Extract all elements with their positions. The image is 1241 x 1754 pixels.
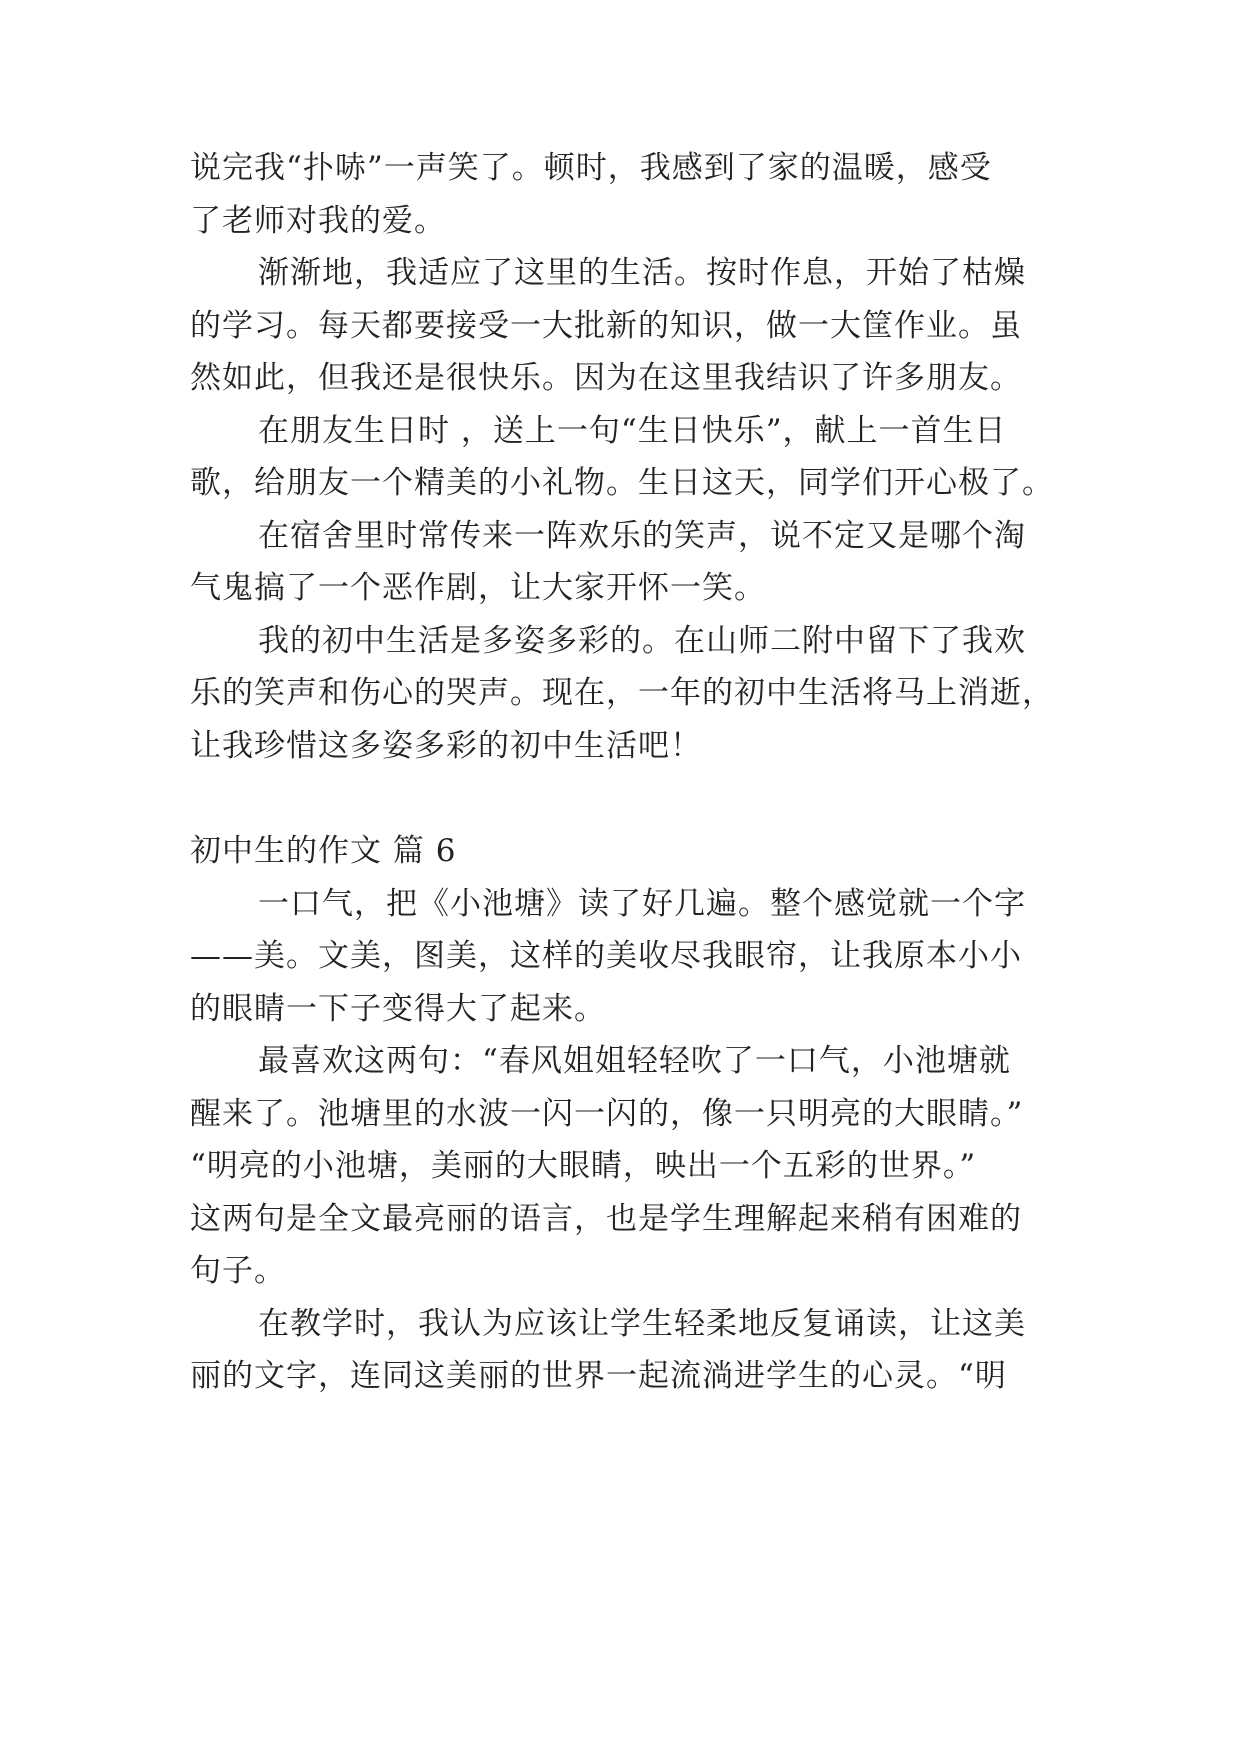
text-line: 让我珍惜这多姿多彩的初中生活吧！ [190, 728, 702, 764]
text-line: 气鬼搞了一个恶作剧，让大家开怀一笑。 [190, 570, 766, 606]
paragraph-start: 在教学时，我认为应该让学生轻柔地反复诵读，让这美 [258, 1306, 1026, 1342]
text-line: 的学习。每天都要接受一大批新的知识，做一大筐作业。虽 [190, 308, 1022, 344]
text-line: 歌，给朋友一个精美的小礼物。生日这天，同学们开心极了。 [190, 465, 1054, 501]
text-line: 这两句是全文最亮丽的语言，也是学生理解起来稍有困难的 [190, 1201, 1022, 1237]
text-line: 了老师对我的爱。 [190, 203, 446, 239]
paragraph-start: 在朋友生日时 ，送上一句“生日快乐”，献上一首生日 [258, 413, 1007, 449]
paragraph-start: 一口气，把《小池塘》读了好几遍。整个感觉就一个字 [258, 886, 1026, 922]
text-line: 的眼睛一下子变得大了起来。 [190, 991, 606, 1027]
text-line: 乐的笑声和伤心的哭声。现在，一年的初中生活将马上消逝， [190, 675, 1054, 711]
text-line: 丽的文字，连同这美丽的世界一起流淌进学生的心灵。“明 [190, 1358, 1007, 1394]
text-line: “明亮的小池塘，美丽的大眼睛，映出一个五彩的世界。” [190, 1148, 977, 1184]
section-heading: 初中生的作文 篇 6 [190, 833, 457, 869]
text-line: 然如此，但我还是很快乐。因为在这里我结识了许多朋友。 [190, 360, 1022, 396]
text-line: 醒来了。池塘里的水波一闪一闪的，像一只明亮的大眼睛。” [190, 1096, 1024, 1132]
paragraph-start: 最喜欢这两句：“春风姐姐轻轻吹了一口气，小池塘就 [258, 1043, 1011, 1079]
paragraph-start: 在宿舍里时常传来一阵欢乐的笑声，说不定又是哪个淘 [258, 518, 1026, 554]
text-line: 句子。 [190, 1253, 286, 1289]
paragraph-start: 渐渐地，我适应了这里的生活。按时作息，开始了枯燥 [258, 255, 1026, 291]
text-line: ——美。文美，图美，这样的美收尽我眼帘，让我原本小小 [190, 938, 1022, 974]
paragraph-start: 我的初中生活是多姿多彩的。在山师二附中留下了我欢 [258, 623, 1026, 659]
text-line: 说完我“扑哧”一声笑了。顿时，我感到了家的温暖，感受 [190, 150, 992, 186]
